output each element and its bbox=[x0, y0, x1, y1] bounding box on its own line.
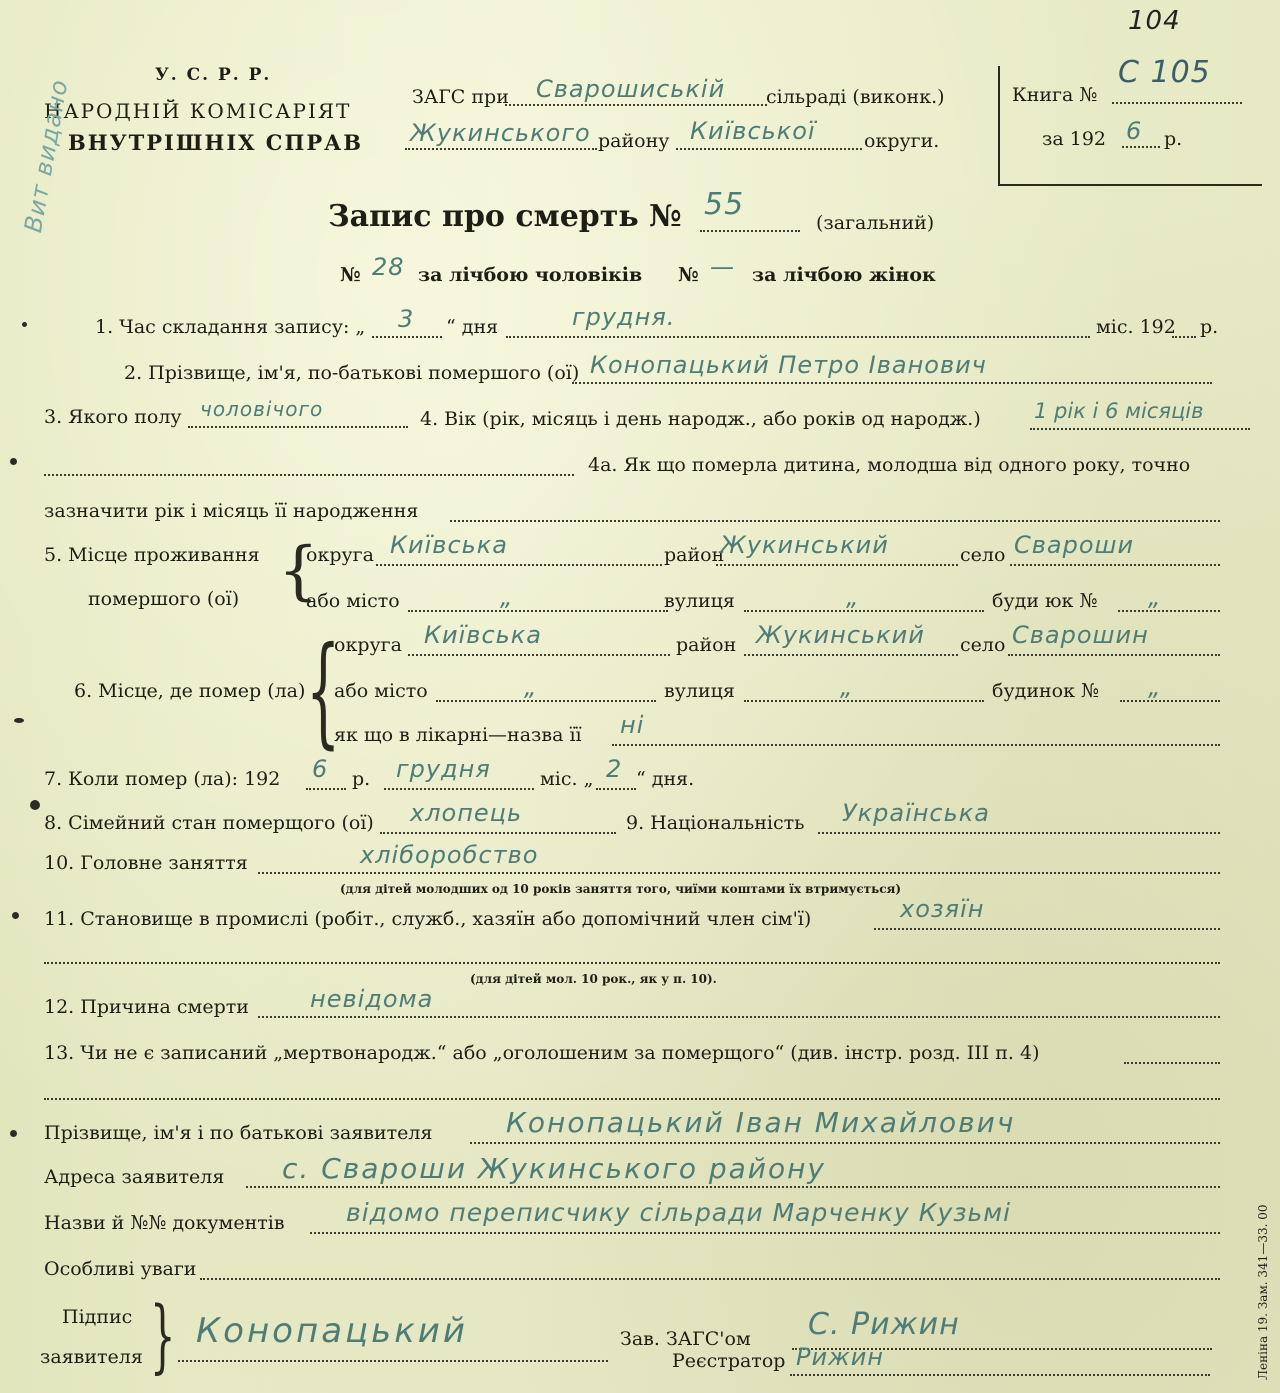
f3-label: 3. Якого полу bbox=[44, 406, 182, 428]
f1-suffix: міс. 192 bbox=[1096, 316, 1176, 338]
f10-value: хліборобство bbox=[360, 841, 539, 869]
f5-building-ditto: „ bbox=[1148, 583, 1162, 611]
head-signature: С. Рижин bbox=[808, 1307, 960, 1342]
district-label: району bbox=[598, 130, 670, 152]
state-name: У. С. Р. Р. bbox=[155, 65, 272, 85]
f6-street-ditto: „ bbox=[840, 673, 854, 701]
f1-end: р. bbox=[1200, 316, 1219, 338]
commissariat-line2: ВНУТРІШНІХ СПРАВ bbox=[68, 130, 363, 155]
f4a-line1: 4а. Як що померла дитина, молодша від одного року, точно bbox=[588, 454, 1191, 476]
f5-raion: Жукинський bbox=[720, 531, 889, 559]
f6-selo: Сварошин bbox=[1012, 621, 1149, 649]
registrar-label: Реєстратор bbox=[672, 1350, 786, 1372]
f5-selo-line bbox=[1010, 564, 1220, 566]
f13-line2 bbox=[44, 1098, 1220, 1100]
district-value: Жукинського bbox=[410, 119, 591, 147]
f7-mis: міс. „ bbox=[540, 768, 594, 790]
f7-year: 6 bbox=[312, 755, 329, 783]
declarant-name-label: Прізвище, ім'я і по батькові заявителя bbox=[44, 1122, 433, 1144]
zags-value: Сварошиській bbox=[536, 75, 726, 103]
f5-building-label: буди юк № bbox=[992, 590, 1098, 612]
f7-year-line bbox=[306, 788, 346, 790]
f5-misto-label: або місто bbox=[306, 590, 400, 612]
f7-day: 2 bbox=[606, 755, 623, 783]
f11-line2 bbox=[44, 962, 1220, 964]
f1-day-line bbox=[372, 336, 442, 338]
f1-month-line bbox=[506, 336, 1090, 338]
sign-line bbox=[178, 1360, 608, 1362]
zags-prefix: ЗАГС при bbox=[412, 86, 509, 108]
f1-month: грудня. bbox=[572, 303, 676, 331]
notes-label: Особливі уваги bbox=[44, 1258, 197, 1280]
record-general: (загальний) bbox=[816, 212, 935, 234]
f6-label: 6. Місце, де помер (ла) bbox=[74, 680, 306, 702]
margin-note: Вит видано bbox=[19, 77, 74, 235]
margin-mark bbox=[14, 718, 24, 723]
declarant-address-label: Адреса заявителя bbox=[44, 1166, 225, 1188]
f12-label: 12. Причина смерти bbox=[44, 996, 249, 1018]
f6-street-label: вулиця bbox=[664, 680, 735, 702]
f1-day: 3 bbox=[398, 305, 415, 333]
declarant-name: Конопацький Іван Михайлович bbox=[506, 1106, 1016, 1139]
f8-label: 8. Сімейний стан померщого (ої) bbox=[44, 812, 374, 834]
year-line bbox=[1122, 146, 1160, 148]
f6-okrug: Київська bbox=[424, 621, 542, 649]
f7-r: р. bbox=[352, 768, 371, 790]
male-number: 28 bbox=[372, 253, 405, 281]
f6-okrug-label: округа bbox=[334, 634, 402, 656]
f6-raion-label: район bbox=[676, 634, 737, 656]
f8-value: хлопець bbox=[410, 799, 523, 827]
f12-value: невідома bbox=[310, 985, 434, 1013]
f11-note: (для дітей мол. 10 рок., як у п. 10). bbox=[470, 972, 717, 986]
f2-value: Конопацький Петро Іванович bbox=[590, 351, 987, 379]
year-label: за 192 bbox=[1042, 128, 1106, 150]
f1-mid: “ дня bbox=[446, 316, 499, 338]
f7-day-line bbox=[596, 788, 636, 790]
sign-label2: заявителя bbox=[40, 1346, 143, 1368]
f12-line bbox=[258, 1016, 1220, 1018]
f6-brace: { bbox=[306, 622, 341, 761]
year-value: 6 bbox=[1126, 117, 1143, 145]
f7-dnia: “ дня. bbox=[636, 768, 695, 790]
book-label: Книга № bbox=[1012, 84, 1098, 106]
zags-suffix: сільраді (виконк.) bbox=[766, 86, 945, 108]
f6-hospital-label: як що в лікарні—назва її bbox=[334, 724, 582, 746]
registrar-signature: Рижин bbox=[796, 1343, 884, 1371]
sign-brace: } bbox=[150, 1289, 176, 1382]
sign-label1: Підпис bbox=[62, 1306, 133, 1328]
f2-label: 2. Прізвище, ім'я, по-батькові помершого (ої) bbox=[124, 362, 580, 384]
record-title: Запис про смерть № bbox=[328, 199, 682, 234]
okrug-label: округи. bbox=[864, 130, 940, 152]
female-label: за лічбою жінок bbox=[752, 264, 936, 286]
declarant-docs-line bbox=[310, 1232, 1220, 1234]
okrug-line bbox=[676, 148, 862, 150]
female-prefix: № bbox=[678, 264, 699, 286]
printer-note: Леніна 19. Зам. 341—33. 00 bbox=[1256, 1204, 1270, 1380]
f7-month-line bbox=[384, 788, 534, 790]
year-suffix: р. bbox=[1164, 128, 1183, 150]
declarant-name-line bbox=[470, 1142, 1220, 1144]
f13-line bbox=[1124, 1062, 1220, 1064]
record-number-line bbox=[700, 230, 800, 232]
f6-misto-label: або місто bbox=[334, 680, 428, 702]
f5-selo-label: село bbox=[960, 544, 1006, 566]
commissariat-line1: НАРОДНІЙ КОМІСАРІЯТ bbox=[44, 99, 352, 123]
f5-brace: { bbox=[278, 534, 319, 608]
f10-line bbox=[258, 872, 1220, 874]
f1-label: 1. Час складання запису: „ bbox=[95, 316, 366, 338]
f8-line bbox=[380, 832, 616, 834]
f4a-birth-line bbox=[450, 520, 1220, 522]
record-number: 55 bbox=[704, 187, 745, 222]
f6-hospital-value: ні bbox=[620, 711, 645, 739]
f4-value: 1 рік і 6 місяців bbox=[1034, 399, 1204, 423]
f6-raion-line bbox=[744, 654, 958, 656]
declarant-signature: Конопацький bbox=[196, 1311, 468, 1351]
margin-mark bbox=[10, 458, 17, 465]
book-value: С 105 bbox=[1118, 55, 1211, 90]
registrar-line bbox=[790, 1374, 1210, 1376]
f5-raion-line bbox=[716, 564, 958, 566]
male-prefix: № bbox=[340, 264, 361, 286]
f5-misto-ditto: „ bbox=[500, 583, 514, 611]
f5-misto-line bbox=[408, 610, 668, 612]
book-line bbox=[1112, 102, 1242, 104]
margin-mark bbox=[22, 322, 27, 327]
f11-label: 11. Становище в промислі (робіт., служб., хазяїн або допомічний член сім'ї) bbox=[44, 908, 812, 930]
head-label: Зав. ЗАГС'ом bbox=[620, 1328, 751, 1350]
f5-street-line bbox=[744, 610, 984, 612]
f3-value: чоловічого bbox=[200, 397, 324, 421]
f10-label: 10. Головне заняття bbox=[44, 852, 248, 874]
margin-mark bbox=[10, 1130, 17, 1137]
margin-mark bbox=[30, 800, 40, 810]
declarant-address-line bbox=[246, 1186, 1220, 1188]
notes-line bbox=[200, 1278, 1220, 1280]
archive-number: 104 bbox=[1128, 6, 1181, 36]
f11-value: хозяїн bbox=[900, 895, 985, 923]
f5-okrug-label: округа bbox=[306, 544, 374, 566]
f6-misto-line bbox=[436, 700, 656, 702]
f5-raion-label: район bbox=[664, 544, 725, 566]
f5-street-label: вулиця bbox=[664, 590, 735, 612]
f13-label: 13. Чи не є записаний „мертвонародж.“ або „оголошеним за померщого“ (див. інстр. розд. III п. 4) bbox=[44, 1042, 1040, 1064]
f6-okrug-line bbox=[408, 654, 670, 656]
f6-hospital-line bbox=[612, 744, 1220, 746]
f5-selo: Свароши bbox=[1014, 531, 1135, 559]
f7-month: грудня bbox=[396, 755, 491, 783]
f5-building-line bbox=[1118, 610, 1220, 612]
declarant-docs-label: Назви й №№ документів bbox=[44, 1212, 285, 1234]
f5-label2: помершого (ої) bbox=[88, 588, 240, 610]
okrug-value: Київської bbox=[690, 117, 816, 145]
f4-label: 4. Вік (рік, місяць і день нарoдж., або років од народж.) bbox=[420, 408, 981, 430]
f6-building-label: будинок № bbox=[992, 680, 1099, 702]
f4a-line2: зазначити рік і місяць її народження bbox=[44, 500, 419, 522]
f9-value: Українська bbox=[842, 799, 990, 827]
f9-label: 9. Національність bbox=[626, 812, 805, 834]
f6-building-ditto: „ bbox=[1148, 673, 1162, 701]
f5-okrug-line bbox=[376, 564, 662, 566]
district-line bbox=[405, 148, 597, 150]
margin-mark bbox=[12, 912, 19, 919]
declarant-address: с. Свароши Жукинського району bbox=[282, 1152, 826, 1185]
f11-line bbox=[874, 928, 1220, 930]
f6-street-line bbox=[744, 700, 984, 702]
f2-line bbox=[572, 382, 1212, 384]
f5-street-ditto: „ bbox=[846, 583, 860, 611]
f5-okrug: Київська bbox=[390, 531, 508, 559]
f6-selo-label: село bbox=[960, 634, 1006, 656]
f10-note: (для дітей молодших од 10 років заняття того, чиїми коштами їх втримується) bbox=[340, 882, 902, 896]
f6-raion: Жукинський bbox=[756, 621, 925, 649]
f1-year-line bbox=[1172, 336, 1196, 338]
male-label: за лічбою чоловіків bbox=[418, 264, 643, 286]
f3-line bbox=[188, 426, 408, 428]
f4a-line bbox=[44, 474, 574, 476]
f6-building-line bbox=[1120, 700, 1220, 702]
f5-label1: 5. Місце проживання bbox=[44, 544, 260, 566]
declarant-docs: відомо переписчику сільради Марченку Кузьмі bbox=[346, 1198, 1012, 1227]
f6-selo-line bbox=[1008, 654, 1220, 656]
zags-line bbox=[505, 104, 767, 106]
f4-line bbox=[1030, 428, 1250, 430]
f6-misto-ditto: „ bbox=[524, 673, 538, 701]
female-number: — bbox=[710, 253, 735, 281]
f7-label: 7. Коли помер (ла): 192 bbox=[44, 768, 281, 790]
f9-line bbox=[818, 832, 1220, 834]
